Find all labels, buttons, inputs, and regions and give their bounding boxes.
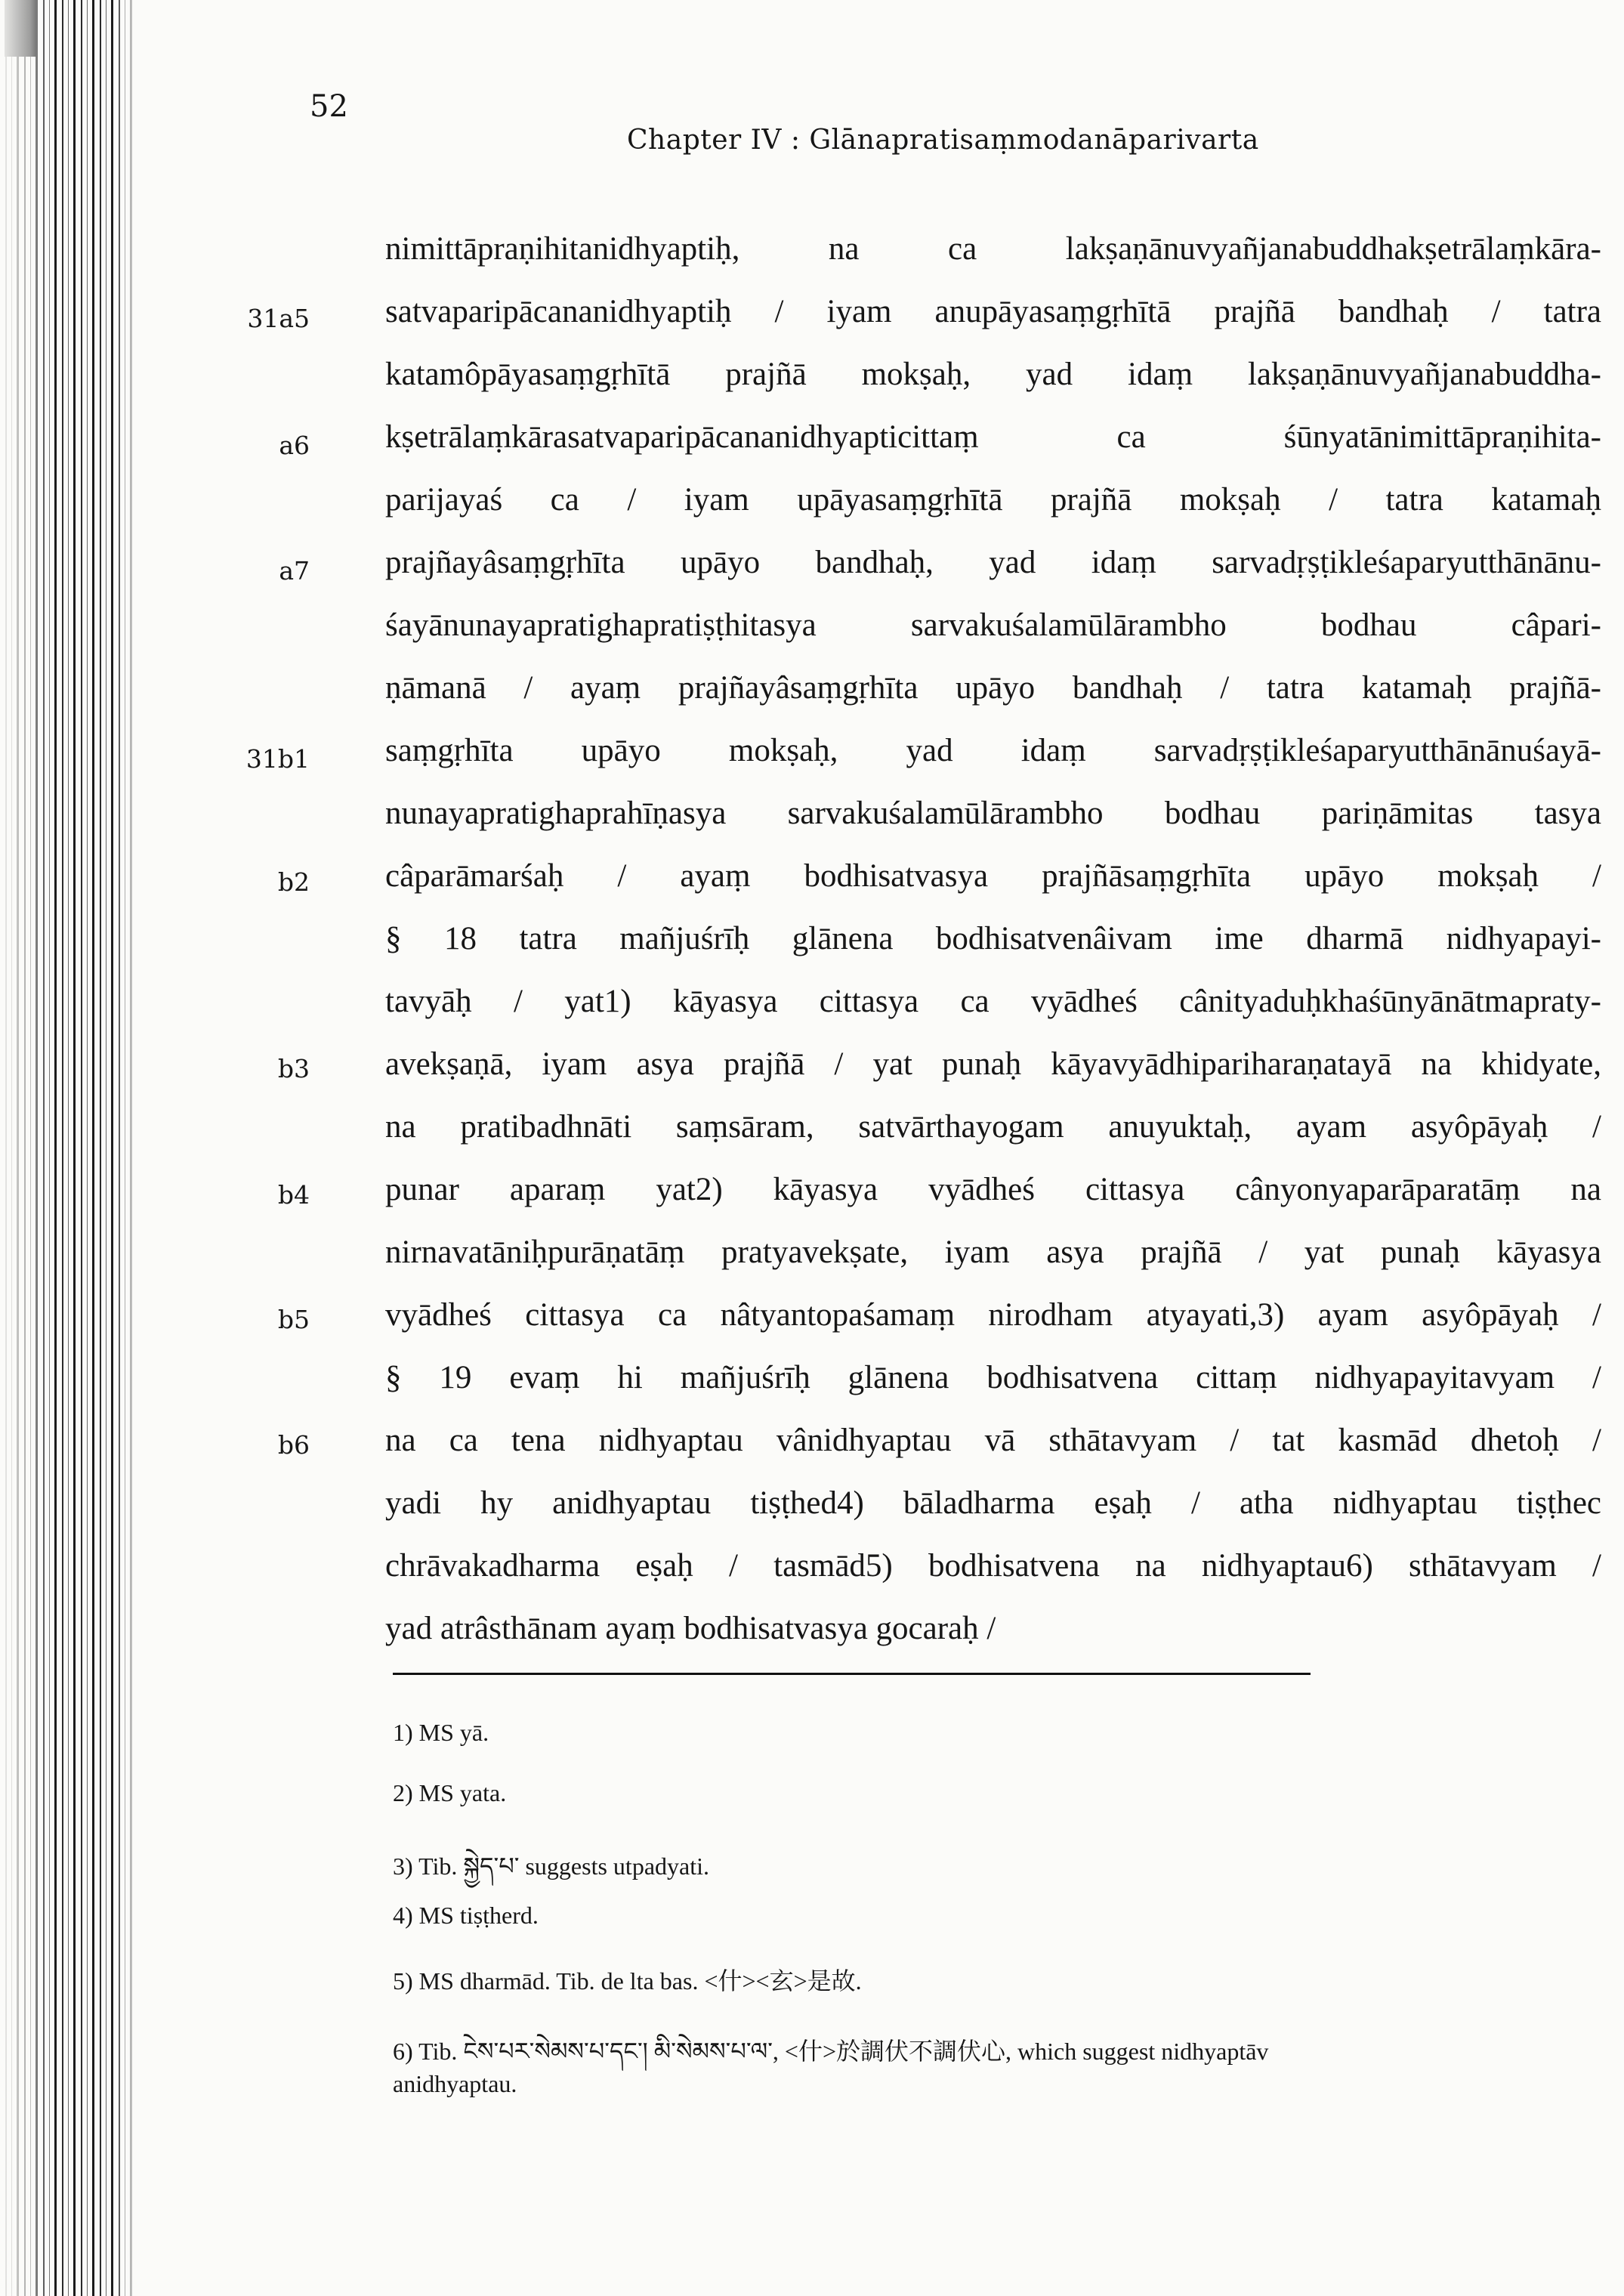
- margin-marker: b6: [277, 1430, 310, 1460]
- body-line: chrāvakadharma eṣaḥ / tasmād5) bodhisatvena na nidhyaptau6) sthātavyam /: [385, 1548, 1601, 1584]
- footnote: 3) Tib. སྐྱེད་པ་ suggests utpadyati.: [393, 1853, 710, 1880]
- body-line: câparāmarśaḥ / ayaṃ bodhisatvasya prajñāsaṃgṛhīta upāyo mokṣaḥ /: [385, 858, 1601, 894]
- body-line: kṣetrālaṃkārasatvaparipācananidhyapticittaṃ ca śūnyatānimittāpraṇihita-: [385, 419, 1601, 455]
- spine-dark-mark: [5, 0, 36, 57]
- body-line: ṇāmanā / ayaṃ prajñayâsaṃgṛhīta upāyo bandhaḥ / tatra katamaḥ prajñā-: [385, 670, 1601, 706]
- body-line: yad atrâsthānam ayaṃ bodhisatvasya gocaraḥ /: [385, 1611, 996, 1646]
- section-heading-line: § 18 tatra mañjuśrīḥ glānena bodhisatvenâivam ime dharmā nidhyapayi-: [385, 921, 1601, 956]
- margin-marker: 31b1: [245, 744, 310, 774]
- body-line: na pratibadhnāti saṃsāram, satvārthayogam anuyuktaḥ, ayam asyôpāyaḥ /: [385, 1109, 1601, 1145]
- footnote: 2) MS yata.: [393, 1779, 507, 1806]
- book-spine-shadow: [0, 0, 136, 2296]
- footnote: 4) MS tiṣṭherd.: [393, 1902, 539, 1929]
- footnote: 6) Tib. ངེས་པར་སེམས་པ་དང་། མི་སེམས་པ་ལ་, <什>於調伏不調伏心, which suggest nidhyaptāv: [393, 2038, 1269, 2065]
- margin-marker: b4: [277, 1180, 310, 1210]
- body-line: parijayaś ca / iyam upāyasaṃgṛhītā prajñā mokṣaḥ / tatra katamaḥ: [385, 482, 1601, 518]
- body-line: satvaparipācananidhyaptiḥ / iyam anupāyasaṃgṛhītā prajñā bandhaḥ / tatra: [385, 294, 1601, 329]
- page-number: 52: [310, 89, 348, 124]
- body-line: nunayapratighaprahīṇasya sarvakuśalamūlārambho bodhau pariṇāmitas tasya: [385, 796, 1601, 831]
- body-line: yadi hy anidhyaptau tiṣṭhed4) bāladharma eṣaḥ / atha nidhyaptau tiṣṭhec: [385, 1485, 1601, 1521]
- body-line: śayānunayapratighapratiṣṭhitasya sarvakuśalamūlārambho bodhau câpari-: [385, 607, 1601, 643]
- margin-marker: b2: [277, 867, 310, 897]
- body-line: katamôpāyasaṃgṛhītā prajñā mokṣaḥ, yad idaṃ lakṣaṇānuvyañjanabuddha-: [385, 357, 1601, 392]
- footnote: 5) MS dharmād. Tib. de lta bas. <什><玄>是故.: [393, 1967, 862, 1995]
- footnote: 1) MS yā.: [393, 1719, 489, 1746]
- footnote: anidhyaptau.: [393, 2070, 517, 2097]
- body-line: na ca tena nidhyaptau vânidhyaptau vā sthātavyam / tat kasmād dhetoḥ /: [385, 1423, 1601, 1458]
- margin-marker: 31a5: [247, 304, 310, 333]
- body-line: avekṣaṇā, iyam asya prajñā / yat punaḥ kāyavyādhipariharaṇatayā na khidyate,: [385, 1046, 1601, 1082]
- body-line: prajñayâsaṃgṛhīta upāyo bandhaḥ, yad idaṃ sarvadṛṣṭikleśaparyutthānānu-: [385, 545, 1601, 580]
- footnote-rule: [393, 1673, 1311, 1675]
- margin-marker: a7: [279, 556, 310, 586]
- margin-marker: b5: [277, 1305, 310, 1334]
- body-line: saṃgṛhīta upāyo mokṣaḥ, yad idaṃ sarvadṛṣṭikleśaparyutthānānuśayā-: [385, 733, 1601, 768]
- body-line: nirnavatāniḥpurāṇatāṃ pratyavekṣate, iyam asya prajñā / yat punaḥ kāyasya: [385, 1235, 1601, 1270]
- body-line: punar aparaṃ yat2) kāyasya vyādheś cittasya cânyonyaparāparatāṃ na: [385, 1172, 1601, 1207]
- margin-marker: b3: [277, 1054, 310, 1083]
- body-line: tavyāḥ / yat1) kāyasya cittasya ca vyādheś cânityaduḥkhaśūnyānātmapraty-: [385, 984, 1601, 1019]
- running-head: Chapter IV : Glānapratisaṃmodanāparivarta: [627, 125, 1259, 156]
- section-heading-line: § 19 evaṃ hi mañjuśrīḥ glānena bodhisatvena cittaṃ nidhyapayitavyam /: [385, 1360, 1601, 1395]
- body-line: vyādheś cittasya ca nâtyantopaśamaṃ nirodham atyayati,3) ayam asyôpāyaḥ /: [385, 1297, 1601, 1333]
- body-line: nimittāpraṇihitanidhyaptiḥ, na ca lakṣaṇānuvyañjanabuddhakṣetrālaṃkāra-: [385, 231, 1601, 267]
- margin-marker: a6: [279, 431, 310, 460]
